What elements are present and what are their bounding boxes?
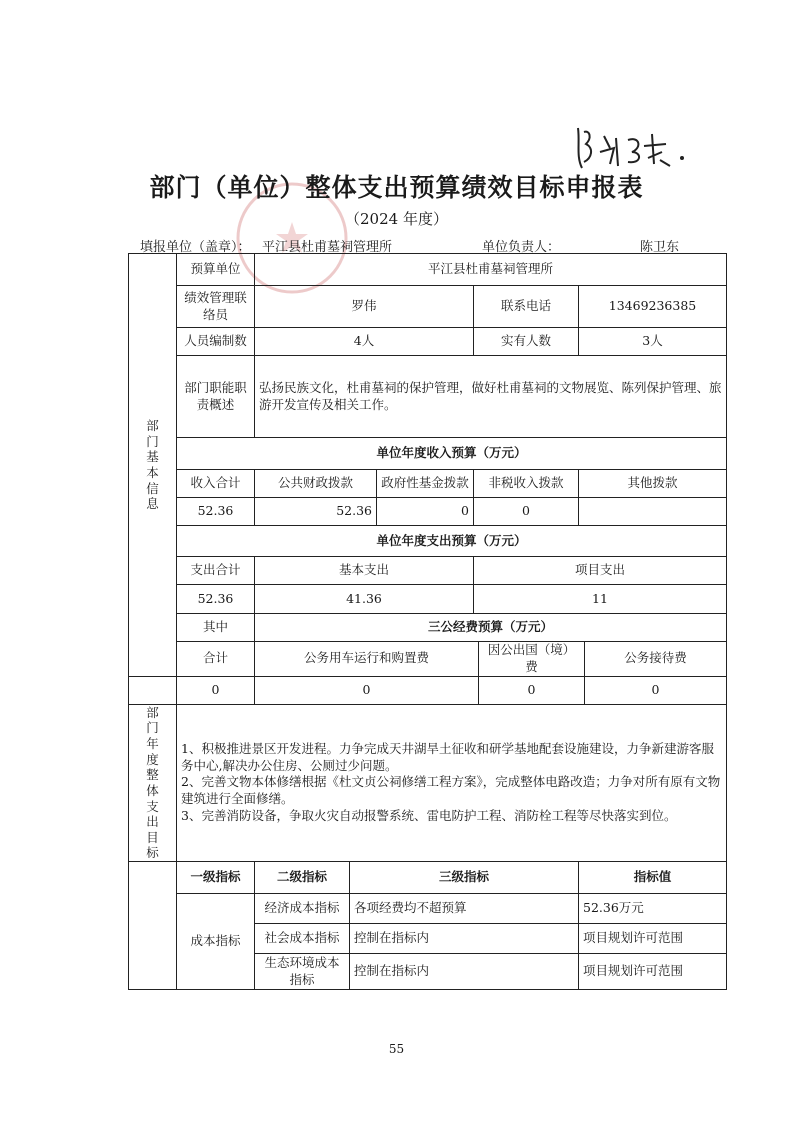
three-value-reception: 0	[585, 676, 727, 704]
budget-table	[128, 253, 727, 990]
three-title: 三公经费预算（万元）	[255, 614, 727, 642]
expense-header-project: 项目支出	[474, 557, 727, 585]
indicator-level3: 控制在指标内	[350, 924, 579, 954]
income-value-other	[579, 498, 727, 526]
duty-text: 弘扬民族文化，杜甫墓祠的保护管理，做好杜甫墓祠的文物展览、陈列保护管理、旅游开发宣传及相关工作。	[255, 356, 727, 438]
expense-value-total: 52.36	[177, 585, 255, 614]
income-value-total: 52.36	[177, 498, 255, 526]
row-income-title	[129, 438, 727, 470]
row-staff	[129, 328, 727, 356]
page-title: 部门（单位）整体支出预算绩效目标申报表	[149, 173, 644, 202]
three-value-vehicle: 0	[255, 676, 479, 704]
row-three-title	[129, 614, 727, 642]
row-budget-unit	[129, 254, 727, 286]
contact-label: 绩效管理联络员	[177, 286, 255, 328]
annual-item-1: 1、积极推进景区开发进程。力争完成天井湖旱土征收和研学基地配套设施建设，力争新建游客服务中心,解决办公住房、公厕过少问题。	[181, 740, 714, 773]
row-contact	[129, 286, 727, 328]
indicator-level2: 经济成本指标	[255, 894, 350, 924]
fill-unit-label: 填报单位（盖章）：	[140, 240, 251, 255]
row-expense-title	[129, 526, 727, 557]
income-header-other: 其他拨款	[579, 470, 727, 498]
page-number: 55	[388, 1042, 405, 1056]
row-three-values	[129, 676, 727, 704]
fill-unit-value: 平江县杜甫墓祠管理所	[262, 240, 393, 255]
expense-value-project: 11	[474, 585, 727, 614]
annual-item-2: 2、完善文物本体修缮根据《杜文贞公祠修缮工程方案》，完成整体电路改造；力争对所有原有文物建筑进行全面修缮。	[181, 774, 721, 807]
row-duty	[129, 356, 727, 438]
three-header-abroad: 因公出国（境）费	[479, 642, 585, 677]
indicator-value: 项目规划许可范围	[579, 924, 727, 954]
contact-value: 罗伟	[255, 286, 474, 328]
staff-value: 4人	[255, 328, 474, 356]
budget-unit-label: 预算单位	[177, 254, 255, 286]
indicator-header-level1: 一级指标	[177, 862, 255, 894]
income-header-fund: 政府性基金拨款	[377, 470, 474, 498]
basic-info-label-cell	[129, 254, 177, 677]
responsible-value: 陈卫东	[640, 240, 680, 255]
year-subtitle: （2024 年度）	[345, 210, 448, 228]
phone-value: 13469236385	[579, 286, 727, 328]
indicator-level2: 社会成本指标	[255, 924, 350, 954]
income-value-fund: 0	[377, 498, 474, 526]
indicator-level1: 成本指标	[177, 894, 255, 990]
annual-item-3: 3、完善消防设备，争取火灾自动报警系统、雷电防护工程、消防栓工程等尽快落实到位。	[181, 808, 677, 824]
row-annual-targets	[129, 704, 727, 861]
row-expense-values	[129, 585, 727, 614]
row-indicator-headers	[129, 862, 727, 894]
of-which-label: 其中	[177, 614, 255, 642]
income-value-public: 52.36	[255, 498, 377, 526]
row-expense-headers	[129, 557, 727, 585]
annual-targets-cell	[177, 704, 727, 861]
expense-title: 单位年度支出预算（万元）	[177, 526, 727, 557]
expense-value-basic: 41.36	[255, 585, 474, 614]
indicator-value: 项目规划许可范围	[579, 954, 727, 990]
three-header-vehicle: 公务用车运行和购置费	[255, 642, 479, 677]
indicator-value: 52.36万元	[579, 894, 727, 924]
three-value-total: 0	[177, 676, 255, 704]
indicator-header-value: 指标值	[579, 862, 727, 894]
indicator-side-blank	[129, 862, 177, 990]
annual-label-cell	[129, 704, 177, 861]
income-title: 单位年度收入预算（万元）	[177, 438, 727, 470]
three-value-abroad: 0	[479, 676, 585, 704]
income-value-nontax: 0	[474, 498, 579, 526]
income-header-total: 收入合计	[177, 470, 255, 498]
basic-info-label: 部门基本信息	[146, 418, 159, 512]
income-header-nontax: 非税收入拨款	[474, 470, 579, 498]
duty-label: 部门职能职责概述	[177, 356, 255, 438]
row-income-headers	[129, 470, 727, 498]
phone-label: 联系电话	[474, 286, 579, 328]
indicator-header-level3: 三级指标	[350, 862, 579, 894]
indicator-row	[129, 894, 727, 924]
row-income-values	[129, 498, 727, 526]
basic-info-continuation	[129, 676, 177, 704]
annual-label: 部门年度整体支出目标	[146, 704, 159, 861]
indicator-level2: 生态环境成本指标	[255, 954, 350, 990]
budget-unit-value: 平江县杜甫墓祠管理所	[255, 254, 727, 286]
expense-header-total: 支出合计	[177, 557, 255, 585]
expense-header-basic: 基本支出	[255, 557, 474, 585]
indicator-header-level2: 二级指标	[255, 862, 350, 894]
three-header-reception: 公务接待费	[585, 642, 727, 677]
indicator-level3: 各项经费均不超预算	[350, 894, 579, 924]
actual-label: 实有人数	[474, 328, 579, 356]
handwritten-signature	[570, 118, 710, 174]
actual-value: 3人	[579, 328, 727, 356]
staff-label: 人员编制数	[177, 328, 255, 356]
responsible-label: 单位负责人：	[482, 240, 561, 255]
row-three-headers	[129, 642, 727, 677]
three-header-total: 合计	[177, 642, 255, 677]
income-header-public: 公共财政拨款	[255, 470, 377, 498]
indicator-level3: 控制在指标内	[350, 954, 579, 990]
